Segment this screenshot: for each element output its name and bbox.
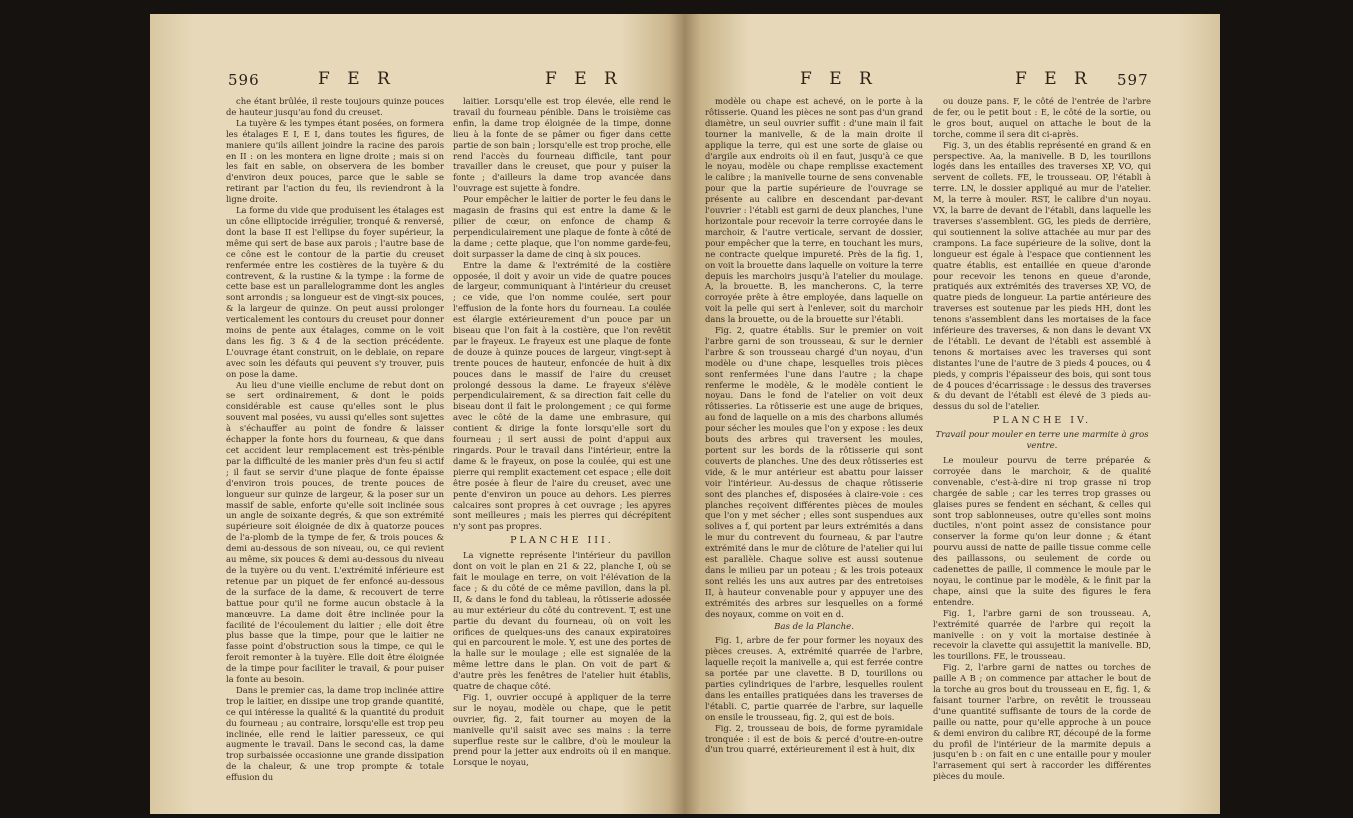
paragraph: Fig. 1, arbre de fer pour former les noyaux des pièces creuses. A, extrémité quarrée de l'arbre, laquelle reçoit la manivelle a, qui est ferrée contre sa portée par une clavette. B D, tourillons ou parties cylindriques de l'arbre, lesquelles roulent dans les entailles pratiquées dans les traverses de l'établi. C, partie quarrée de l'arbre, sur laquelle on ensile le trousseau, fig. 2, qui est de bois. [705, 635, 923, 722]
page-number-left: 596 [228, 71, 260, 89]
running-head: F E R [318, 69, 396, 89]
paragraph: La vignette représente l'intérieur du pavillon dont on voit le plan en 21 & 22, planche I, où se fait le moulage en terre, on voit l'élévation de la face ; & du côté de ce même pavillon, dans la pl. II, & dans le fond du tableau, la rôtisserie adossée au mur extérieur du côté du contrevent. T, est une partie du devant du fourneau, où on voit les orifices de quelques-uns des canaux expiratoires qui en parcourent le mole. Y, est une des portes de la halle sur le moulage ; elle est signalée de la même lettre dans le plan. On voit de part & d'autre près les fenêtres de l'atelier huit établis, quatre de chaque côté. [453, 550, 671, 692]
paragraph: Fig. 3, un des établis représenté en grand & en perspective. Aa, la manivelle. B D, les tourillons logés dans les entailles des traverses XP, VO, qui servent de collets. FE, le trousseau. OP, l'établi à terre. LN, le dossier appliqué au mur de l'atelier. M, la terre à mouler. RST, le calibre d'un noyau. VX, la barre de devant de l'établi, dans laquelle les traverses s'assemblent. GG, les pieds de derrière, qui soutiennent la solive attachée au mur par des crampons. La face supérieure de la solive, dont la longueur est égale à l'espace que contiennent les quatre établis, est entaillée en queue d'aronde pour recevoir les tenons en queue d'aronde, pratiqués aux extrémités des traverses XP, VO, de quatre pieds de longueur. La partie antérieure des traverses est soutenue par les pieds HH, dont les tenons s'assemblent dans les mortaises de la face inférieure des traverses, & non dans le devant VX de l'établi. Le devant de l'établi est assemblé à tenons & mortaises avec les traverses qui sont distantes l'une de l'autre de 3 pieds 4 pouces, ou 4 pieds, y compris l'épaisseur des bois, qui sont tous de 4 pouces d'écarrissage : le dessus des traverses & du devant de l'établi est élevé de 3 pieds au-dessus du sol de l'atelier. [933, 139, 1151, 412]
running-head: F E R [800, 69, 878, 89]
paragraph: ou douze pans. F, le côté de l'entrée de l'arbre de fer, ou le petit bout : E, le côté de la sortie, ou le gros bout, auquel on attache le bout de la torche, comme il sera dit ci-après. [933, 96, 1151, 139]
paragraph: Fig. 1, ouvrier occupé à appliquer de la terre sur le noyau, modèle ou chape, que le petit ouvrier, fig. 2, fait tourner au moyen de la manivelle qu'il saisit avec ses mains : la terre superflue reste sur le calibre, d'où le mouleur la prend pour la jetter aux endroits où il en manque. Lorsque le noyau, [453, 691, 671, 768]
subsection-heading: Bas de la Planche. [774, 621, 854, 632]
paragraph: Au lieu d'une vieille enclume de rebut dont on se sert ordinairement, & dont le poids considérable est cause qu'elles sont le plus souvent mal posées, vu aussi qu'elles sont sujettes à s'échauffer au point de fondre & laisser échapper la fonte hors du fourneau, & que dans cet accident leur remplacement est très-pénible par la difficulté de les manier près d'un feu si actif ; il faut se servir d'une plaque de fonte épaisse d'environ trois pouces, de trente pouces de longueur sur quinze de largeur, & la poser sur un massif de sable, enforte qu'elle soit inclinée sous un angle de soixante degrés, & que son extrémité supérieure soit éloignée de dix à quatorze pouces de l'a-plomb de la tympe de fer, & trois pouces & demi au-dessous de son niveau, ou, ce qui revient au même, six pouces & demi au-dessous du niveau de la tuyère ou du vent. L'extrémité inférieure est retenue par un piquet de fer enfoncé au-dessous de la surface de la dame, & recouvert de terre battue pour qu'il ne forme aucun obstacle à la manœuvre. La dame doit être inclinée pour la facilité de l'écoulement du laitier ; elle doit être plus basse que la timpe, pour que le laitier ne fasse point d'obstruction sous la timpe, ce qui le feroit remonter à la tuyère. Elle doit être éloignée de la timpe pour faciliter le travail, & pour puiser la fonte au besoin. [226, 379, 444, 685]
paragraph: laitier. Lorsqu'elle est trop élevée, elle rend le travail du fourneau pénible. Dans le troisième cas enfin, la dame trop éloignée de la timpe, donne lieu à la fonte de se pâmer ou figer dans cette partie de son bain ; lorsqu'elle est trop proche, elle rend l'accès du fourneau difficile, tant pour travailler dans le creuset, que pour y puiser la fonte ; d'ailleurs la dame trop avancée dans l'ouvrage est sujette à fondre. [453, 96, 671, 194]
right-page-header [685, 69, 1220, 99]
book-spread [150, 14, 1220, 814]
paragraph: Fig. 2, quatre établis. Sur le premier on voit l'arbre garni de son trousseau, & sur le dernier l'arbre & son trousseau chargé d'un noyau, d'un modèle ou d'une chape, lesquelles trois pièces sont renfermées l'une dans l'autre ; la chape renferme le modèle, & le modèle contient le noyau. Dans le fond de l'atelier on voit deux rôtisseries. La rôtisserie est une auge de briques, au fond de laquelle on a mis des charbons allumés pour sécher les moules que l'on y expose : les deux bouts des arbres qui traversent les moules, portent sur les bords de la rôtisserie qui sont couverts de planches. Une des deux rôtisseries est vide, & le mur antérieur est abattu pour laisser voir l'intérieur. Au-dessus de chaque rôtisserie sont des planches ef, disposées à claire-voie : ces planches reçoivent différentes pièces de moules que l'on y met sécher ; elles sont suspendues aux solives a f, qui portent par leurs extrémités a dans le mur du contrevent du fourneau, & par l'autre extrémité dans le mur de clôture de l'atelier qui lui est parallèle. Chaque solive est aussi soutenue dans le milieu par un poteau ; & les trois poteaux sont reliés les uns aux autres par des entretoises II, à hauteur convenable pour y appuyer une des extrémités des arbres sur lesquelles on a formé des noyaux, comme on voit en d. [705, 325, 923, 619]
paragraph: Le mouleur pourvu de terre préparée & corroyée dans le marchoir, & de qualité convenable, c'est-à-dire ni trop grasse ni trop chargée de sable ; car les terres trop grasses ou glaises pures se fendent en séchant, & celles qui sont trop sablonneuses, outre qu'elles sont moins ductiles, n'ont point assez de consistance pour conserver la forme qu'on leur donne ; & étant pourvu aussi de natte de paille tissue comme celle des paillassons, ou seulement de corde ou cadenettes de paille, il commence le moule par le noyau, le continue par le modèle, & le finit par la chape, ainsi que la suite des figures le fera entendre. [933, 455, 1151, 607]
paragraph: La forme du vide que produisent les étalages est un cône elliptocide irrégulier, tronqué & renversé, dont la base II est l'ellipse du foyer supérieur, la même qui sert de base aux parois ; l'autre base de ce cône est le contour de la partie du creuset renfermée entre les costières de la tuyère & du contrevent, & la rustine & la tympe : la forme de cette base est un parallelogramme dont les angles sont arrondis ; sa longueur est de vingt-six pouces, & la largeur de quinze. On peut aussi prolonger verticalement les contours du creuset pour donner moins de pente aux étalages, comme on le voit dans les fig. 3 & 4 de la section précédente. L'ouvrage étant construit, on le deblaie, on repare avec soin les défauts qui peuvent s'y trouver, puis on pose la dame. [226, 205, 444, 379]
paragraph: Fig. 2, trousseau de bois, de forme pyramidale tronquée : il est de bois & percé d'outre-en-outre d'un trou quarré, extérieurement il est à huit, dix [705, 722, 923, 755]
running-head: F E R [545, 69, 623, 89]
subsection-heading: Travail pour mouler en terre une marmite à gros ventre. [935, 430, 1149, 452]
text-column-2 [933, 96, 1151, 801]
left-page-header [150, 69, 685, 99]
section-heading: PLANCHE III. [510, 535, 614, 547]
page-number-right: 597 [1117, 71, 1149, 89]
right-page [685, 14, 1220, 814]
paragraph: La tuyère & les tympes étant posées, on formera les étalages E I, E I, dans toutes les figures, de maniere qu'ils aillent joindre la racine des parois en II : on les montera en ligne droite ; mais si on les fait en sable, on observera de les bomber d'environ deux pouces, parce que le sable se retirant par l'action du feu, ils reviendront à la ligne droite. [226, 117, 444, 205]
text-column-1 [705, 96, 923, 801]
text-column-2 [453, 96, 671, 801]
paragraph: Fig. 2, l'arbre garni de nattes ou torches de paille A B ; on commence par attacher le bout de la torche au gros bout du trousseau en E, fig. 1, & faisant tourner l'arbre, on revêtit le trousseau d'une quantité suffisante de tours de la corde de paille ou natte, pour qu'elle approche à un pouce & demi environ du calibre RT, découpé de la forme du profil de l'intérieur de la marmite depuis a jusqu'en b : on fait en c une entaille pour y mouler l'arrasement qui sert à raccorder les différentes pièces du moule. [933, 662, 1151, 782]
paragraph: Entre la dame & l'extrémité de la costière opposée, il doit y avoir un vide de quatre pouces de largeur, communiquant à l'intérieur du creuset ; ce vide, que l'on nomme coulée, sert pour l'effusion de la fonte hors du fourneau. La coulée est élargie extérieurement d'un pouce par un biseau que l'on fait à la costière, que l'on revêtit par le frayeux. Le frayeux est une plaque de fonte de douze à quinze pouces de largeur, vingt-sept à trente pouces de hauteur, enfoncée de huit à dix pouces dans le massif de l'aire du creuset prolongé dessous la dame. Le frayeux s'élève perpendiculairement, & sa direction fait celle du biseau dont il fait le prolongement ; ce qui forme avec le côté de la dame une embrasure, qui contient & dirige la fonte lorsqu'elle sort du fourneau ; il sert aussi de point d'appui aux ringards. Pour le travail dans l'intérieur, entre la dame & le frayeux, on pose la coulée, qui est une pierre qui remplit exactement cet espace ; elle doit être posée à fleur de l'aire du creuset, avec une pente d'environ un pouce au dehors. Les pierres calcaires sont propres à cet ouvrage ; les apyres sont meilleures ; mais les pierres qui décrépitent n'y sont pas propres. [453, 259, 671, 532]
paragraph: che étant brûlée, il reste toujours quinze pouces de hauteur jusqu'au fond du creuset. [226, 96, 444, 117]
paragraph: Dans le premier cas, la dame trop inclinée attire trop le laitier, en dissipe une trop grande quantité, ce qui intéresse la qualité & la quantité du produit du fourneau ; au contraire, lorsqu'elle est trop peu inclinée, elle rend le laitier paresseux, ce qui augmente le travail. Dans le second cas, la dame trop surbaissée occasionne une grande dissipation de la chaleur, & une trop prompte & totale effusion du [226, 684, 444, 783]
paragraph: modèle ou chape est achevé, on le porte à la rôtisserie. Quand les pièces ne sont pas d'un grand diamètre, un seul ouvrier suffit : d'une main il fait tourner la manivelle, & de la main droite il applique la terre, qui est une sorte de glaise ou d'argile aux endroits où il en faut, jusqu'à ce que le noyau, modèle ou chape remplisse exactement le calibre ; la manivelle tourne de sens convenable pour que la partie supérieure de l'ouvrage se présente au calibre en descendant par-devant l'ouvrier : l'établi est garni de deux planches, l'une horizontale pour recevoir la terre corroyée dans le marchoir, & l'autre verticale, servant de dossier, pour empêcher que la terre, en touchant les murs, ne contracte quelque impureté. Près de la fig. 1, on voit la brouette dans laquelle on voiture la terre depuis les marchoirs jusqu'à l'atelier du moulage. A, la brouette. B, les mancherons. C, la terre corroyée prête à être employée, dans laquelle on voit la pelle qui sert à l'enlever, soit du marchoir dans la brouette, ou de la brouette sur l'établi. [705, 96, 923, 325]
paragraph: Pour empêcher le laitier de porter le feu dans le magasin de frasins qui est entre la dame & le pilier de cœur, on enfonce de champ & perpendiculairement une plaque de fonte à côté de la dame ; cette plaque, que l'on nomme garde-feu, doit surpasser la dame de cinq à six pouces. [453, 194, 671, 259]
text-column-1 [226, 96, 444, 801]
section-heading: PLANCHE IV. [992, 415, 1092, 427]
paragraph: Fig. 1, l'arbre garni de son trousseau. A, l'extrémité quarrée de l'arbre qui reçoit la manivelle : on y voit la mortaise destinée à recevoir la clavette qui assujettit la manivelle. BD, les tourillons. FE, le trousseau. [933, 607, 1151, 662]
left-page [150, 14, 685, 814]
running-head: F E R [1015, 69, 1093, 89]
